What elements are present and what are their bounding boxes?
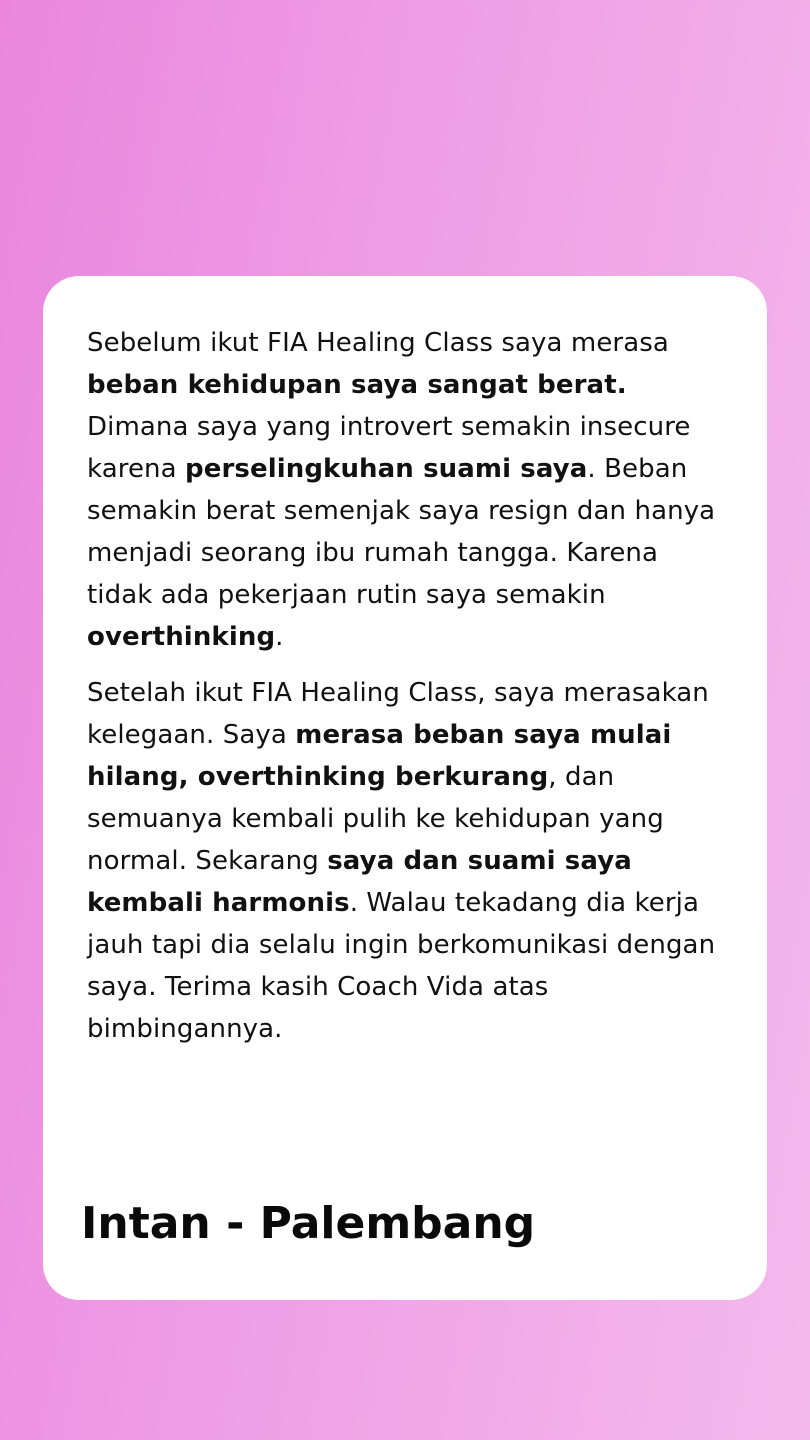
text-segment: . Beban semakin berat semenjak saya resign dan hanya menjadi seorang ibu rumah tangga. Karena tidak ada pekerjaan rutin saya semakin xyxy=(87,454,716,610)
text-segment-bold: merasa beban saya mulai hilang, overthinking berkurang xyxy=(87,720,672,792)
testimonial-author: Intan - Palembang xyxy=(81,1198,536,1249)
testimonial-paragraph-2 xyxy=(87,672,727,1050)
text-segment: . xyxy=(275,622,284,652)
testimonial-card xyxy=(43,276,767,1300)
text-segment: Dimana saya yang introvert semakin insecure karena xyxy=(87,412,691,484)
text-segment: Setelah ikut FIA Healing Class, saya merasakan kelegaan. Saya xyxy=(87,678,709,750)
text-segment: Sebelum ikut FIA Healing Class saya merasa xyxy=(87,328,669,358)
text-segment: , dan semuanya kembali pulih ke kehidupan yang normal. Sekarang xyxy=(87,762,664,876)
text-segment-bold: perselingkuhan suami saya xyxy=(185,454,588,484)
testimonial-text xyxy=(87,322,727,1064)
text-segment-bold: beban kehidupan saya sangat berat. xyxy=(87,370,627,400)
text-segment: . Walau tekadang dia kerja jauh tapi dia selalu ingin berkomunikasi dengan saya. Terima kasih Coach Vida atas bimbingannya. xyxy=(87,888,716,1044)
text-segment-bold: overthinking xyxy=(87,622,276,652)
text-segment-bold: saya dan suami saya kembali harmonis xyxy=(87,846,632,918)
testimonial-paragraph-1 xyxy=(87,322,727,658)
